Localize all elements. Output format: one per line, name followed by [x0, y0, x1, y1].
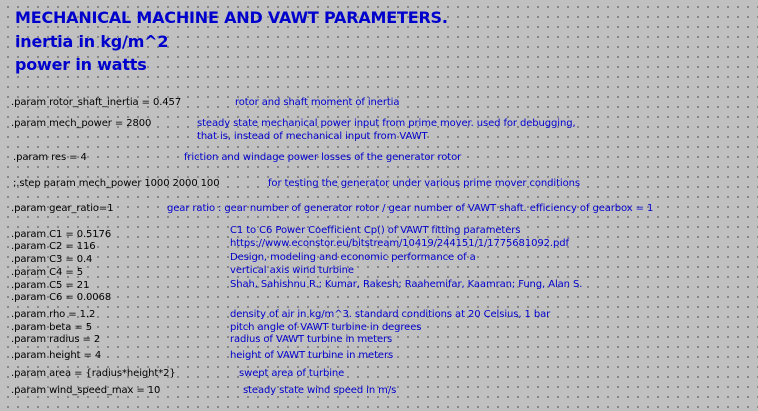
- comment-height[interactable]: height of VAWT turbine in meters: [230, 350, 394, 361]
- param-c5[interactable]: .param C5 = 21: [11, 280, 90, 291]
- param-radius[interactable]: .param radius = 2: [11, 334, 101, 345]
- param-step-mech-power[interactable]: ;.step param mech_power 1000 2000 100: [13, 178, 220, 189]
- comment-rotor-shaft-inertia[interactable]: rotor and shaft moment of inertia: [235, 97, 400, 108]
- param-beta[interactable]: .param beta = 5: [11, 322, 92, 333]
- power-units-heading: power in watts: [15, 55, 147, 74]
- param-height[interactable]: .param height = 4: [11, 350, 102, 361]
- param-area[interactable]: .param area = {radius*height*2}: [11, 368, 176, 379]
- comment-mech-power[interactable]: steady state mechanical power input from prime mover. used for debugging,: [197, 118, 576, 129]
- inertia-units-heading: inertia in kg/m^2: [15, 32, 169, 51]
- param-c1[interactable]: .param C1 = 0.5176: [11, 229, 112, 240]
- comment-wind-speed-max[interactable]: steady state wind speed in m/s: [243, 385, 397, 396]
- comment-rho[interactable]: density of air in kg/m^3. standard conditions at 20 Celsius, 1 bar: [230, 309, 551, 320]
- param-res[interactable]: .param res = 4: [13, 152, 87, 163]
- comment-area[interactable]: swept area of turbine: [239, 368, 345, 379]
- param-c2[interactable]: .param C2 = 116: [11, 241, 96, 252]
- comment-coefficients-paper-line2[interactable]: vertical axis wind turbine: [230, 265, 354, 276]
- param-gear-ratio[interactable]: .param gear_ratio=1: [11, 203, 114, 214]
- comment-mech-power-line2[interactable]: that is, instead of mechanical input from VAWT: [197, 131, 428, 142]
- comment-step-mech-power[interactable]: for testing the generator under various prime mover conditions: [268, 178, 580, 189]
- comment-gear-ratio[interactable]: gear ratio : gear number of generator rotor / gear number of VAWT shaft. efficiency of gearbox = 1: [167, 203, 654, 214]
- param-rotor-shaft-inertia[interactable]: .param rotor_shaft_inertia = 0.457: [11, 97, 182, 108]
- param-wind-speed-max[interactable]: .param wind_speed_max = 10: [11, 385, 161, 396]
- comment-beta[interactable]: pitch angle of VAWT turbine in degrees: [230, 322, 422, 333]
- comment-coefficients-authors[interactable]: Shah, Sahishnu R.; Kumar, Rakesh; Raahemifar, Kaamran; Fung, Alan S.: [230, 279, 583, 290]
- param-mech-power[interactable]: .param mech_power = 2800: [11, 118, 152, 129]
- param-c4[interactable]: .param C4 = 5: [11, 267, 83, 278]
- title-heading: MECHANICAL MACHINE AND VAWT PARAMETERS.: [15, 8, 448, 27]
- comment-coefficients-paper[interactable]: Design, modeling and economic performance of a: [230, 252, 476, 263]
- comment-res[interactable]: friction and windage power losses of the generator rotor: [184, 152, 462, 163]
- comment-coefficients-title[interactable]: C1 to C6 Power Coefficient Cp() of VAWT fitting parameters: [230, 225, 521, 236]
- param-c3[interactable]: .param C3 = 0.4: [11, 254, 93, 265]
- comment-coefficients-url[interactable]: https://www.econstor.eu/bitstream/10419/244151/1/1775681092.pdf: [230, 238, 569, 249]
- comment-radius[interactable]: radius of VAWT turbine in meters: [230, 334, 393, 345]
- param-c6[interactable]: .param C6 = 0.0068: [11, 292, 112, 303]
- param-rho[interactable]: .param rho = 1.2: [11, 309, 96, 320]
